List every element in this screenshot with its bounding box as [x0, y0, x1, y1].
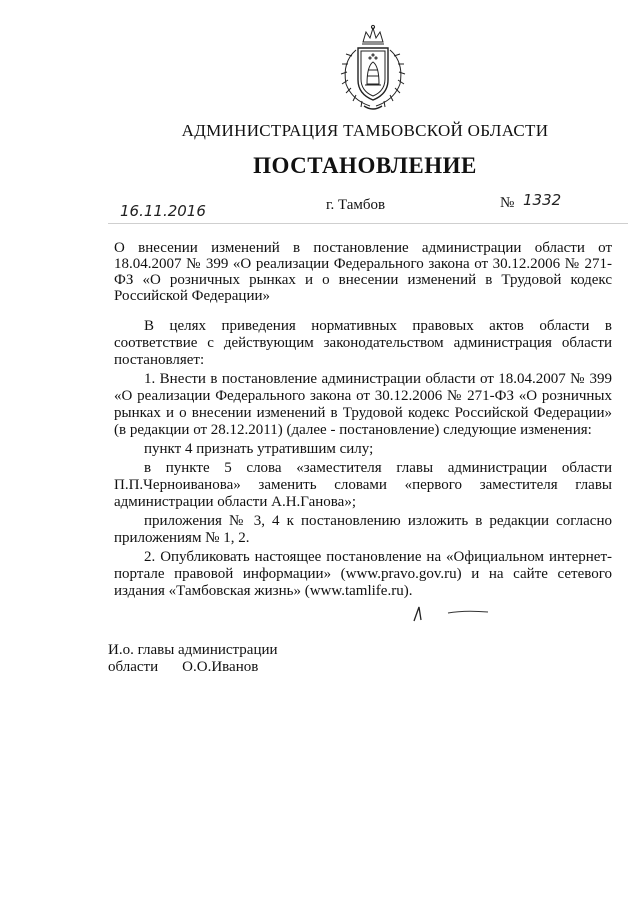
signatory-title-region: области [108, 659, 159, 675]
signatory-row [108, 659, 258, 676]
document-number-label: № [500, 195, 515, 211]
document-city: г. Тамбов [326, 197, 386, 213]
body-paragraph: в пункте 5 слова «заместителя главы администрации области П.П.Черноиванова» заменить словами «первого заместителя главы администрации области А.Н.Ганова»; [114, 460, 612, 510]
document-number: 1332 [523, 191, 562, 209]
document-body [114, 318, 612, 602]
document-date: 16.11.2016 [120, 202, 206, 220]
body-paragraph: В целях приведения нормативных правовых актов области в соответствие с действующим законодательством администрация области постановляет: [114, 318, 612, 368]
body-paragraph: приложения № 3, 4 к постановлению изложить в редакции согласно приложениям № 1, 2. [114, 513, 612, 546]
body-paragraph: 1. Внести в постановление администрации области от 18.04.2007 № 399 «О реализации Федерального закона от 30.12.2006 № 271-ФЗ «О розничных рынках и о внесении изменений в Трудовой кодекс Российской Федерации» (в редакции от 28.12.2011) (далее - постановление) следующие изменения: [114, 371, 612, 438]
body-paragraph: пункт 4 признать утратившим силу; [144, 441, 374, 457]
header-divider [108, 223, 628, 224]
signatory-name: О.О.Иванов [182, 659, 259, 675]
document-subject: О внесении изменений в постановление администрации области от 18.04.2007 № 399 «О реализации Федерального закона от 30.12.2006 № 271-ФЗ «О розничных рынках и о внесении изменений в Трудовой кодекс Российской Федерации» [114, 240, 612, 304]
organization-name: АДМИНИСТРАЦИЯ ТАМБОВСКОЙ ОБЛАСТИ [181, 121, 549, 140]
document-type-title: ПОСТАНОВЛЕНИЕ [253, 153, 477, 178]
signatory-title: И.о. главы администрации [108, 642, 278, 658]
coat-of-arms-icon [330, 22, 416, 114]
signature-mark [410, 603, 490, 625]
body-paragraph: 2. Опубликовать настоящее постановление на «Официальном интернет-портале правовой информации» (www.pravo.gov.ru) и на сайте сетевого издания «Тамбовская жизнь» (www.tamlife.ru). [114, 549, 612, 599]
